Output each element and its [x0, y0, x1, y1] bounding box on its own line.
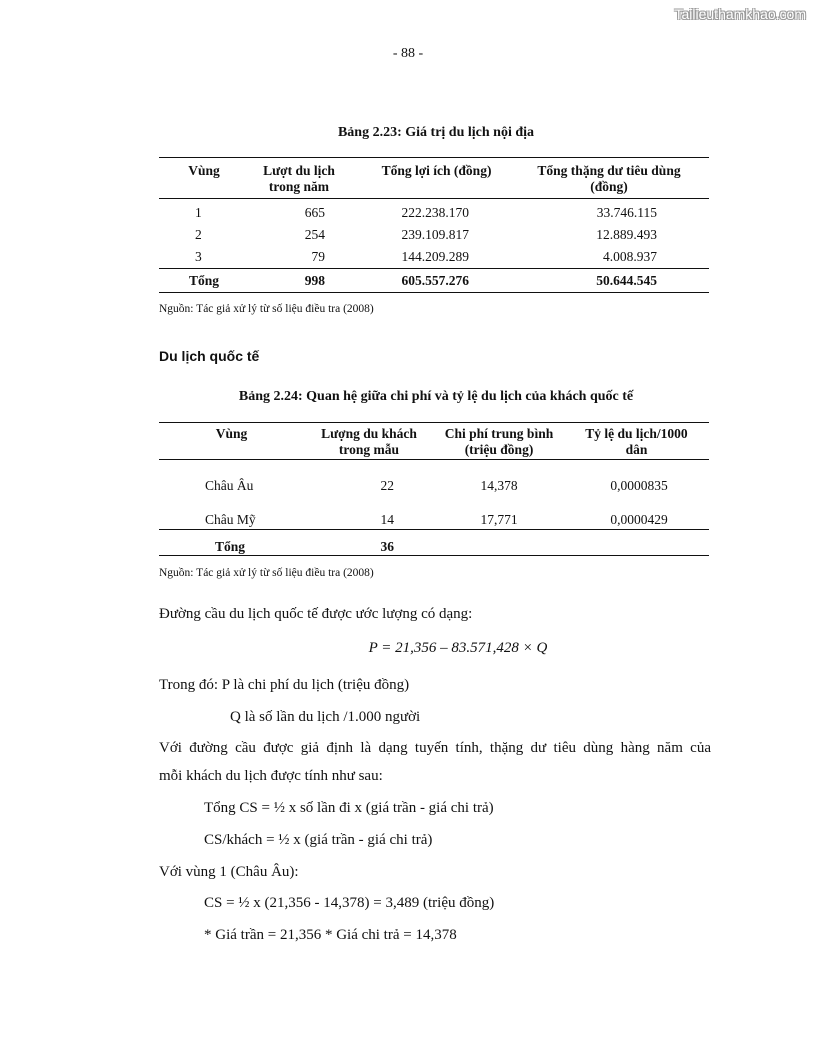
table2 — [159, 422, 709, 562]
table1-caption: Bảng 2.23: Giá trị du lịch nội địa — [337, 125, 535, 140]
table2-header-rate-line1: Tỷ lệ du lịch/1000 — [585, 426, 688, 441]
table2-header-count-line2: trong mẫu — [338, 442, 400, 457]
paragraph-where-q: Q là số lần du lịch /1.000 người — [230, 709, 421, 725]
table2-total-label: Tổng — [215, 539, 246, 554]
formula-cs-calculation: CS = ½ x (21,356 - 14,378) = 3,489 (triệu đồng) — [204, 895, 495, 911]
table1-header-surplus-line2: (đồng) — [590, 179, 628, 194]
table1-cell-trips: 665 — [304, 205, 325, 220]
table2-header-region: Vùng — [215, 426, 248, 441]
table1-header-surplus-line1: Tổng thặng dư tiêu dùng — [537, 163, 681, 178]
table2-cell-region: Châu Mỹ — [205, 512, 256, 527]
paragraph-region1: Với vùng 1 (Châu Âu): — [159, 864, 299, 880]
paragraph-where-p: Trong đó: P là chi phí du lịch (triệu đồng) — [159, 677, 410, 693]
table1-header-rule — [159, 198, 709, 199]
table2-header-rate — [564, 426, 709, 458]
table1-header-surplus — [509, 163, 709, 195]
table1-total-surplus: 50.644.545 — [596, 273, 657, 288]
table2-header-cost-line1: Chi phí trung bình — [444, 426, 554, 441]
table2-cell-count: 14 — [380, 512, 394, 527]
table2-source: Nguồn: Tác giả xử lý từ số liệu điều tra (2008) — [159, 567, 374, 579]
table1-header-trips-line1: Lượt du lịch — [263, 163, 335, 178]
table1-header-benefit: Tổng lợi ích (đồng) — [381, 163, 492, 178]
paragraph-linear-line2: mỗi khách du lịch được tính như sau: — [159, 768, 383, 784]
table1-total-rule — [159, 268, 709, 269]
formula-prices: * Giá trần = 21,356 * Giá chi trả = 14,378 — [204, 927, 457, 943]
table2-bottom-rule — [159, 555, 709, 556]
table1-bottom-rule — [159, 292, 709, 293]
table1-total-label: Tổng — [189, 273, 220, 288]
table1-total-trips: 998 — [304, 273, 325, 288]
table1-header-trips — [234, 163, 364, 195]
table1-top-rule — [159, 157, 709, 158]
table2-header-cost — [434, 426, 564, 458]
paragraph-linear-line1: Với đường cầu được giả định là dạng tuyến tính, thặng dư tiêu dùng hàng năm của — [159, 740, 711, 756]
table2-header-rate-line2: dân — [625, 442, 648, 457]
table2-cell-cost: 17,771 — [480, 512, 518, 527]
table2-cell-count: 22 — [380, 478, 394, 493]
table2-total-rule — [159, 529, 709, 530]
table2-cell-cost: 14,378 — [480, 478, 518, 493]
watermark: Tailieuthamkhao.com — [674, 6, 806, 22]
table2-header-count-line1: Lượng du khách — [321, 426, 417, 441]
table1-total-benefit: 605.557.276 — [401, 273, 469, 288]
table1-cell-region: 1 — [195, 205, 202, 220]
demand-formula: P = 21,356 – 83.571,428 × Q — [368, 640, 548, 656]
table1-cell-surplus: 33.746.115 — [596, 205, 657, 220]
table1-cell-benefit: 144.209.289 — [401, 249, 469, 264]
table1 — [159, 157, 709, 297]
table1-cell-region: 2 — [195, 227, 202, 242]
table1-cell-benefit: 222.238.170 — [401, 205, 469, 220]
table2-cell-rate: 0,0000429 — [610, 512, 668, 527]
table1-cell-surplus: 4.008.937 — [603, 249, 657, 264]
table1-cell-trips: 254 — [304, 227, 325, 242]
formula-cs-per-visitor: CS/khách = ½ x (giá trần - giá chi trả) — [204, 832, 433, 848]
table2-total-count: 36 — [380, 539, 394, 554]
paragraph-intro: Đường cầu du lịch quốc tế được ước lượng có dạng: — [159, 606, 473, 622]
table2-header-cost-line2: (triệu đồng) — [464, 442, 534, 457]
table2-top-rule — [159, 422, 709, 423]
table1-header-trips-line2: trong năm — [268, 179, 330, 194]
table2-header-rule — [159, 459, 709, 460]
formula-total-cs: Tổng CS = ½ x số lần đi x (giá trần - giá chi trả) — [204, 800, 494, 816]
table1-cell-trips: 79 — [311, 249, 325, 264]
table1-cell-region: 3 — [195, 249, 202, 264]
table2-cell-region: Châu Âu — [205, 478, 254, 493]
table2-caption: Bảng 2.24: Quan hệ giữa chi phí và tỷ lệ du lịch của khách quốc tế — [238, 389, 634, 404]
table1-source: Nguồn: Tác giả xử lý từ số liệu điều tra (2008) — [159, 303, 374, 315]
table1-header-region: Vùng — [188, 163, 220, 178]
section-heading: Du lịch quốc tế — [159, 348, 260, 364]
table2-cell-rate: 0,0000835 — [610, 478, 668, 493]
table1-cell-surplus: 12.889.493 — [596, 227, 657, 242]
page-number: - 88 - — [392, 46, 424, 61]
table2-header-count — [304, 426, 434, 458]
table1-cell-benefit: 239.109.817 — [401, 227, 469, 242]
